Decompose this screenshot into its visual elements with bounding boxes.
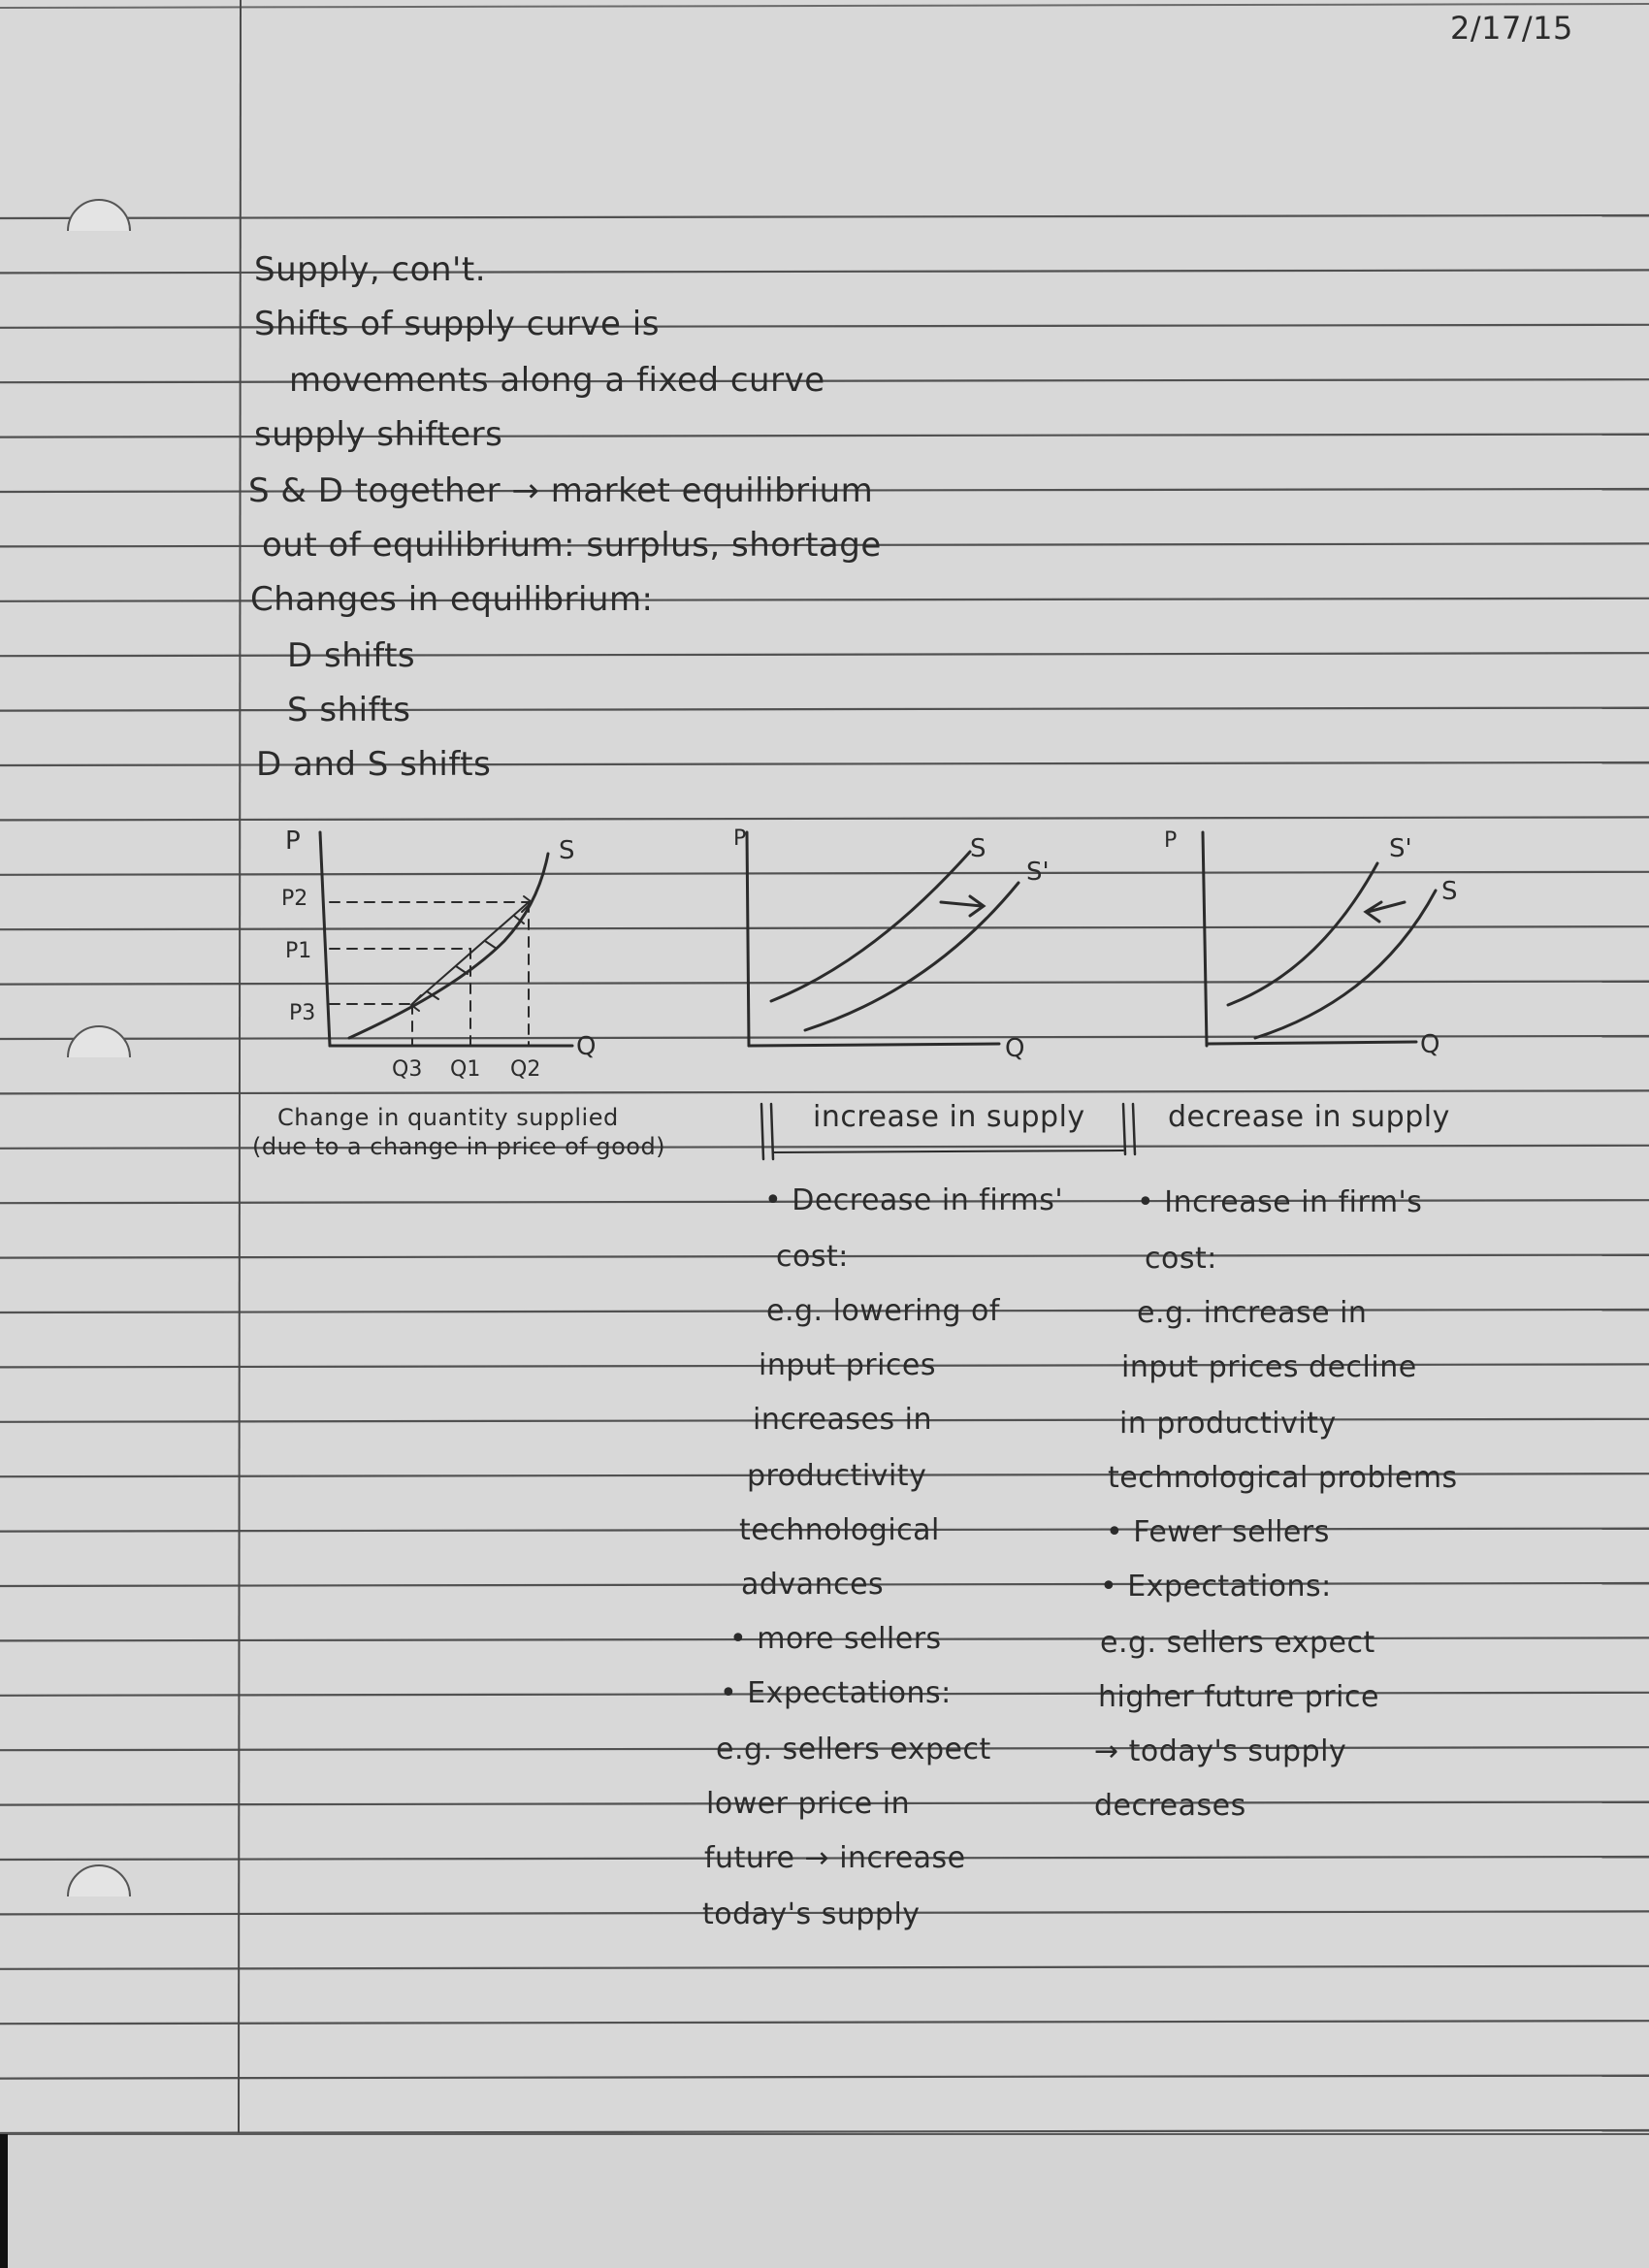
- increase-list-item: advances: [741, 1568, 885, 1602]
- graph2-shifted-curve-label: S': [1026, 858, 1050, 887]
- increase-list-item: lower price in: [706, 1787, 911, 1821]
- decrease-list-item: cost:: [1145, 1242, 1217, 1276]
- increase-list-item: cost:: [776, 1240, 849, 1274]
- note-line: out of equilibrium: surplus, shortage: [262, 526, 882, 565]
- decrease-list-item: • Expectations:: [1100, 1570, 1332, 1604]
- note-line: D shifts: [287, 636, 416, 675]
- note-line: Supply, con't.: [254, 250, 487, 289]
- note-line: Shifts of supply curve is: [254, 305, 660, 343]
- increase-list-item: increases in: [753, 1403, 932, 1437]
- date-label: 2/17/15: [1450, 10, 1573, 47]
- graph2-shifted-supply-curve: [805, 883, 1018, 1030]
- decrease-list-item: e.g. increase in: [1137, 1296, 1368, 1330]
- increase-list-item: today's supply: [702, 1897, 921, 1931]
- increase-list-item: technological: [739, 1513, 940, 1547]
- increase-list-item: • more sellers: [729, 1622, 942, 1656]
- decrease-list-item: higher future price: [1098, 1680, 1379, 1714]
- graph1-x-tick: Q3: [392, 1057, 423, 1082]
- graph3-shifted-supply-curve: [1228, 863, 1377, 1005]
- note-line: movements along a fixed curve: [289, 361, 825, 400]
- graph1-y-tick: P2: [281, 887, 308, 911]
- increase-list-item: input prices: [759, 1348, 936, 1382]
- graph1-y-tick: P3: [289, 1001, 316, 1025]
- decrease-list-item: → today's supply: [1094, 1734, 1347, 1768]
- decrease-list-item: technological problems: [1108, 1461, 1458, 1495]
- graph2-caption: increase in supply: [813, 1100, 1085, 1134]
- note-line: S & D together → market equilibrium: [248, 471, 874, 510]
- graph3-y-axis-label: P: [1164, 828, 1178, 853]
- increase-list-item: future → increase: [704, 1841, 966, 1875]
- graph2-shift-arrow: [941, 896, 984, 916]
- graph2-supply-curve: [771, 852, 970, 1001]
- note-line: supply shifters: [254, 415, 503, 454]
- increase-list-item: productivity: [747, 1459, 927, 1493]
- graph2-y-axis-label: P: [733, 826, 747, 851]
- graph2-x-axis: [749, 1044, 999, 1046]
- increase-list-item: e.g. lowering of: [766, 1294, 1000, 1328]
- graph2-x-axis-label: Q: [1005, 1034, 1025, 1063]
- increase-list-item: • Decrease in firms': [764, 1183, 1064, 1217]
- graph1-x-tick: Q2: [510, 1057, 541, 1082]
- graph1-y-tick: P1: [285, 939, 312, 963]
- graph3-y-axis: [1203, 832, 1207, 1046]
- graph3-x-axis-label: Q: [1420, 1030, 1440, 1059]
- caption-divider-2: [1123, 1104, 1135, 1154]
- graph1-y-axis-label: P: [285, 826, 301, 856]
- caption-divider-1: [761, 1104, 773, 1159]
- note-line: Changes in equilibrium:: [250, 580, 654, 619]
- graph3-shifted-curve-label: S': [1389, 834, 1412, 863]
- increase-list-item: • Expectations:: [720, 1676, 952, 1710]
- graph3-shift-arrow: [1366, 902, 1405, 922]
- graph1-caption-sub: (due to a change in price of good): [252, 1133, 666, 1160]
- graph1-supply-curve: [349, 854, 548, 1038]
- graph1-x-axis-label: Q: [576, 1032, 597, 1061]
- increase-list-item: e.g. sellers expect: [716, 1733, 991, 1766]
- note-line: D and S shifts: [256, 745, 492, 784]
- decrease-list-item: • Increase in firm's: [1137, 1185, 1423, 1219]
- decrease-list-item: input prices decline: [1121, 1350, 1417, 1384]
- note-line: S shifts: [287, 691, 411, 729]
- graph1-x-tick: Q1: [450, 1057, 481, 1082]
- graph1-curve-label: S: [559, 836, 575, 865]
- graph2-y-axis: [747, 832, 749, 1046]
- caption-underline-2: [774, 1150, 1123, 1152]
- decrease-list-item: in productivity: [1119, 1407, 1337, 1441]
- graph2-curve-label: S: [970, 834, 986, 863]
- graph3-x-axis: [1207, 1042, 1416, 1044]
- decrease-list-item: e.g. sellers expect: [1100, 1626, 1375, 1660]
- graph1-y-axis: [320, 832, 330, 1046]
- graph3-caption: decrease in supply: [1168, 1100, 1450, 1134]
- graph3-curve-label: S: [1441, 877, 1458, 906]
- decrease-list-item: • Fewer sellers: [1106, 1515, 1330, 1549]
- graph1-caption: Change in quantity supplied: [277, 1104, 619, 1131]
- decrease-list-item: decreases: [1094, 1789, 1246, 1823]
